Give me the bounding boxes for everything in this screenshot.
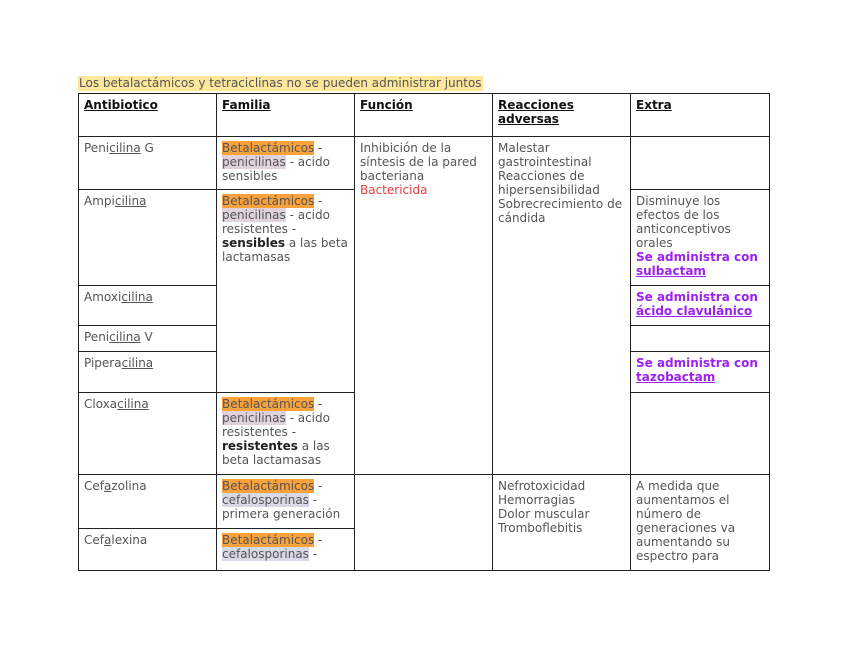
familia-penicilinas-sensibles: Betalactámicos - penicilinas - acido resistentes - sensibles a las beta lactamasas: [217, 190, 355, 393]
header-familia: Familia: [217, 94, 355, 137]
extra-piperacilina: Se administra con tazobactam: [631, 352, 770, 393]
cell-ampicilina: Ampicilina: [79, 190, 217, 286]
table-row: [79, 475, 770, 529]
extra-cloxacilina: [631, 393, 770, 475]
funcion-cell: Inhibición de la síntesis de la pared bacteriana Bactericida: [355, 137, 493, 475]
familia-cefalosporinas: Betalactámicos - cefalosporinas -: [217, 529, 355, 571]
extra-ampicilina: Disminuye los efectos de los anticonceptivos orales Se administra con sulbactam: [631, 190, 770, 286]
cell-penicilina-g: Penicilina G: [79, 137, 217, 190]
header-row: [79, 94, 770, 137]
cell-cefalexina: Cefalexina: [79, 529, 217, 571]
extra-penicilina-g: [631, 137, 770, 190]
familia-cefalosporinas-primera: Betalactámicos - cefalosporinas - primera generación: [217, 475, 355, 529]
header-funcion: Función: [355, 94, 493, 137]
funcion-cell-cef: [355, 475, 493, 571]
reacciones-group-2: Nefrotoxicidad Hemorragias Dolor muscular Tromboflebitis: [493, 475, 631, 571]
header-extra: Extra: [631, 94, 770, 137]
header-antibiotico: Antibiotico: [79, 94, 217, 137]
cell-cefazolina: Cefazolina: [79, 475, 217, 529]
table-row: [79, 137, 770, 190]
extra-amoxicilina: Se administra con ácido clavulánico: [631, 286, 770, 326]
extra-penicilina-v: [631, 326, 770, 352]
cell-amoxicilina: Amoxicilina: [79, 286, 217, 326]
cell-penicilina-v: Penicilina V: [79, 326, 217, 352]
document-heading: Los betalactámicos y tetraciclinas no se pueden administrar juntos: [79, 76, 482, 90]
cell-cloxacilina: Cloxacilina: [79, 393, 217, 475]
familia-penicilinas-resistentes: Betalactámicos - penicilinas - acido resistentes - resistentes a las beta lactamasas: [217, 393, 355, 475]
extra-cefalosporinas: A medida que aumentamos el número de generaciones va aumentando su espectro para: [631, 475, 770, 571]
reacciones-group-1: Malestar gastrointestinal Reacciones de hipersensibilidad Sobrecrecimiento de cándida: [493, 137, 631, 475]
antibiotic-table: [78, 93, 770, 571]
header-reacciones: Reacciones adversas: [493, 94, 631, 137]
familia-penicilinas-acido-sensibles: Betalactámicos - penicilinas - acido sensibles: [217, 137, 355, 190]
cell-piperacilina: Piperacilina: [79, 352, 217, 393]
